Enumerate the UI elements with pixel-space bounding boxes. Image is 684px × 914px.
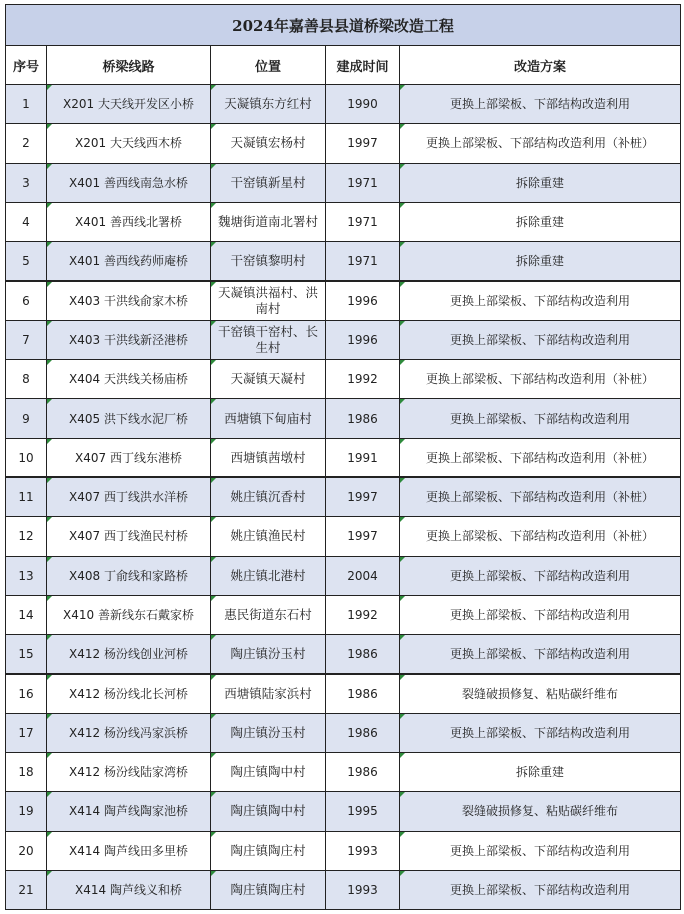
row-index: 12 (6, 517, 47, 556)
row-year: 1971 (326, 202, 400, 241)
cell-marker (211, 439, 216, 444)
row-index: 11 (6, 477, 47, 516)
row-year: 1986 (326, 753, 400, 792)
row-plan: 更换上部梁板、下部结构改造利用 (400, 399, 681, 438)
row-route: X414 陶芦线田多里桥 (47, 831, 211, 870)
row-index: 21 (6, 870, 47, 909)
row-plan: 更换上部梁板、下部结构改造利用 (400, 595, 681, 634)
cell-marker (47, 321, 52, 326)
row-index: 20 (6, 831, 47, 870)
table-row (6, 163, 681, 202)
cell-marker (400, 832, 405, 837)
cell-marker (211, 517, 216, 522)
cell-marker (211, 85, 216, 90)
row-location: 陶庄镇汾玉村 (211, 713, 326, 752)
cell-marker (47, 360, 52, 365)
row-location: 姚庄镇北港村 (211, 556, 326, 595)
row-route: X407 西丁线渔民村桥 (47, 517, 211, 556)
row-plan: 裂缝破损修复、粘贴碳纤维布 (400, 792, 681, 831)
cell-marker (47, 203, 52, 208)
cell-marker (400, 124, 405, 129)
row-route: X410 善新线东石戴家桥 (47, 595, 211, 634)
row-plan: 更换上部梁板、下部结构改造利用 (400, 870, 681, 909)
cell-marker (47, 792, 52, 797)
row-route: X405 洪下线水泥厂桥 (47, 399, 211, 438)
row-location: 干窑镇干窑村、长生村 (211, 320, 326, 359)
row-index: 17 (6, 713, 47, 752)
row-index: 7 (6, 320, 47, 359)
table-row (6, 242, 681, 281)
table-row (6, 320, 681, 359)
row-location: 天凝镇天凝村 (211, 360, 326, 399)
table-row (6, 438, 681, 477)
cell-marker (211, 478, 216, 483)
cell-marker (211, 792, 216, 797)
cell-marker (211, 714, 216, 719)
cell-marker (400, 635, 405, 640)
table-row (6, 477, 681, 516)
cell-marker (47, 478, 52, 483)
cell-marker (400, 557, 405, 562)
row-year: 1993 (326, 870, 400, 909)
cell-marker (400, 242, 405, 247)
row-plan: 拆除重建 (400, 242, 681, 281)
table-title: 2024年嘉善县县道桥梁改造工程 (6, 5, 681, 46)
row-year: 1992 (326, 595, 400, 634)
cell-marker (400, 203, 405, 208)
cell-marker (47, 557, 52, 562)
row-index: 9 (6, 399, 47, 438)
row-location: 干窑镇新星村 (211, 163, 326, 202)
row-location: 魏塘街道南北署村 (211, 202, 326, 241)
row-year: 1971 (326, 163, 400, 202)
row-plan: 更换上部梁板、下部结构改造利用 (400, 635, 681, 674)
cell-marker (400, 596, 405, 601)
row-year: 1991 (326, 438, 400, 477)
row-location: 天凝镇宏杨村 (211, 124, 326, 163)
row-index: 3 (6, 163, 47, 202)
cell-marker (400, 753, 405, 758)
row-location: 姚庄镇渔民村 (211, 517, 326, 556)
cell-marker (211, 321, 216, 326)
row-route: X412 杨汾线冯家浜桥 (47, 713, 211, 752)
row-plan: 更换上部梁板、下部结构改造利用 (400, 831, 681, 870)
row-index: 8 (6, 360, 47, 399)
row-year: 1990 (326, 85, 400, 124)
row-route: X407 西丁线洪水洋桥 (47, 477, 211, 516)
cell-marker (47, 675, 52, 680)
cell-marker (211, 203, 216, 208)
cell-marker (400, 792, 405, 797)
table-row (6, 674, 681, 713)
row-location: 陶庄镇陶中村 (211, 753, 326, 792)
row-year: 1986 (326, 713, 400, 752)
cell-marker (47, 282, 52, 287)
row-route: X403 干洪线俞家木桥 (47, 281, 211, 320)
cell-marker (211, 596, 216, 601)
row-location: 天凝镇东方红村 (211, 85, 326, 124)
row-plan: 更换上部梁板、下部结构改造利用（补桩） (400, 517, 681, 556)
table-row (6, 831, 681, 870)
row-year: 1992 (326, 360, 400, 399)
cell-marker (211, 832, 216, 837)
table-row (6, 360, 681, 399)
row-plan: 裂缝破损修复、粘贴碳纤维布 (400, 674, 681, 713)
cell-marker (400, 714, 405, 719)
row-route: X401 善西线药师庵桥 (47, 242, 211, 281)
cell-marker (211, 164, 216, 169)
row-plan: 更换上部梁板、下部结构改造利用 (400, 556, 681, 595)
cell-marker (47, 242, 52, 247)
row-index: 1 (6, 85, 47, 124)
row-year: 2004 (326, 556, 400, 595)
row-year: 1993 (326, 831, 400, 870)
row-plan: 拆除重建 (400, 753, 681, 792)
table-row (6, 870, 681, 909)
row-plan: 更换上部梁板、下部结构改造利用 (400, 281, 681, 320)
row-location: 干窑镇黎明村 (211, 242, 326, 281)
row-index: 14 (6, 595, 47, 634)
row-plan: 更换上部梁板、下部结构改造利用 (400, 320, 681, 359)
table-row (6, 635, 681, 674)
row-year: 1986 (326, 674, 400, 713)
row-location: 姚庄镇沉香村 (211, 477, 326, 516)
table-row (6, 202, 681, 241)
cell-marker (47, 517, 52, 522)
row-location: 陶庄镇汾玉村 (211, 635, 326, 674)
row-location: 西塘镇茜墩村 (211, 438, 326, 477)
row-index: 19 (6, 792, 47, 831)
row-plan: 更换上部梁板、下部结构改造利用（补桩） (400, 124, 681, 163)
table-row (6, 753, 681, 792)
row-index: 18 (6, 753, 47, 792)
row-route: X401 善西线北署桥 (47, 202, 211, 241)
cell-marker (47, 85, 52, 90)
cell-marker (211, 399, 216, 404)
row-year: 1997 (326, 477, 400, 516)
cell-marker (211, 871, 216, 876)
row-route: X414 陶芦线陶家池桥 (47, 792, 211, 831)
table-row (6, 595, 681, 634)
row-index: 16 (6, 674, 47, 713)
row-plan: 更换上部梁板、下部结构改造利用（补桩） (400, 438, 681, 477)
row-location: 陶庄镇陶中村 (211, 792, 326, 831)
cell-marker (47, 753, 52, 758)
cell-marker (211, 635, 216, 640)
row-index: 6 (6, 281, 47, 320)
row-route: X414 陶芦线义和桥 (47, 870, 211, 909)
cell-marker (211, 675, 216, 680)
table-row (6, 85, 681, 124)
row-route: X201 大天线开发区小桥 (47, 85, 211, 124)
cell-marker (400, 478, 405, 483)
row-location: 惠民街道东石村 (211, 595, 326, 634)
cell-marker (400, 85, 405, 90)
cell-marker (400, 360, 405, 365)
bridge-table (5, 4, 681, 910)
cell-marker (400, 675, 405, 680)
row-index: 2 (6, 124, 47, 163)
row-location: 西塘镇陆家浜村 (211, 674, 326, 713)
cell-marker (211, 282, 216, 287)
row-route: X201 大天线西木桥 (47, 124, 211, 163)
row-plan: 更换上部梁板、下部结构改造利用 (400, 713, 681, 752)
row-year: 1986 (326, 635, 400, 674)
header-index: 序号 (6, 46, 47, 85)
cell-marker (211, 753, 216, 758)
row-route: X412 杨汾线北长河桥 (47, 674, 211, 713)
table-row (6, 792, 681, 831)
cell-marker (211, 360, 216, 365)
cell-marker (400, 871, 405, 876)
row-index: 10 (6, 438, 47, 477)
header-row (6, 46, 681, 85)
row-plan: 拆除重建 (400, 163, 681, 202)
row-route: X401 善西线南急水桥 (47, 163, 211, 202)
cell-marker (400, 282, 405, 287)
row-year: 1996 (326, 320, 400, 359)
row-year: 1971 (326, 242, 400, 281)
cell-marker (47, 399, 52, 404)
header-location: 位置 (211, 46, 326, 85)
row-plan: 更换上部梁板、下部结构改造利用（补桩） (400, 477, 681, 516)
row-year: 1996 (326, 281, 400, 320)
cell-marker (47, 635, 52, 640)
cell-marker (47, 439, 52, 444)
row-route: X408 丁俞线和家路桥 (47, 556, 211, 595)
cell-marker (400, 164, 405, 169)
cell-marker (47, 871, 52, 876)
row-route: X407 西丁线东港桥 (47, 438, 211, 477)
row-location: 天凝镇洪福村、洪南村 (211, 281, 326, 320)
cell-marker (400, 399, 405, 404)
bridge-renovation-table-document (5, 4, 680, 910)
table-body (6, 85, 681, 910)
cell-marker (211, 124, 216, 129)
header-plan: 改造方案 (400, 46, 681, 85)
cell-marker (400, 517, 405, 522)
row-year: 1986 (326, 399, 400, 438)
row-location: 陶庄镇陶庄村 (211, 870, 326, 909)
row-year: 1995 (326, 792, 400, 831)
row-plan: 拆除重建 (400, 202, 681, 241)
row-location: 陶庄镇陶庄村 (211, 831, 326, 870)
table-row (6, 517, 681, 556)
row-index: 13 (6, 556, 47, 595)
row-index: 4 (6, 202, 47, 241)
cell-marker (47, 832, 52, 837)
cell-marker (400, 439, 405, 444)
table-row (6, 124, 681, 163)
row-route: X404 天洪线关杨庙桥 (47, 360, 211, 399)
table-row (6, 556, 681, 595)
row-plan: 更换上部梁板、下部结构改造利用（补桩） (400, 360, 681, 399)
cell-marker (211, 242, 216, 247)
cell-marker (47, 124, 52, 129)
row-year: 1997 (326, 517, 400, 556)
cell-marker (47, 164, 52, 169)
row-route: X412 杨汾线创业河桥 (47, 635, 211, 674)
row-plan: 更换上部梁板、下部结构改造利用 (400, 85, 681, 124)
header-route: 桥梁线路 (47, 46, 211, 85)
row-route: X412 杨汾线陆家湾桥 (47, 753, 211, 792)
table-row (6, 281, 681, 320)
cell-marker (47, 714, 52, 719)
row-year: 1997 (326, 124, 400, 163)
cell-marker (400, 321, 405, 326)
cell-marker (47, 596, 52, 601)
header-year: 建成时间 (326, 46, 400, 85)
row-location: 西塘镇下甸庙村 (211, 399, 326, 438)
row-index: 15 (6, 635, 47, 674)
cell-marker (211, 557, 216, 562)
row-route: X403 干洪线新泾港桥 (47, 320, 211, 359)
row-index: 5 (6, 242, 47, 281)
table-row (6, 399, 681, 438)
table-row (6, 713, 681, 752)
